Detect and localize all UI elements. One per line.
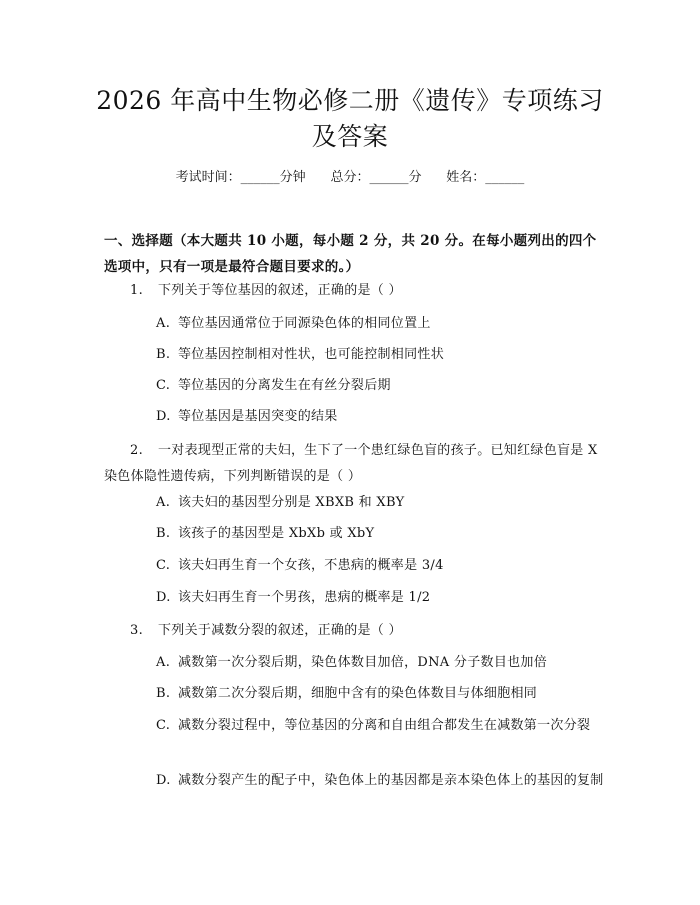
option-letter: C. <box>156 718 171 733</box>
option-letter: C. <box>156 378 171 393</box>
option-text: 减数分裂过程中，等位基因的分离和自由组合都发生在减数第一次分裂 <box>178 718 591 733</box>
option-3c <box>104 713 604 739</box>
option-text: 等位基因是基因突变的结果 <box>178 409 338 424</box>
option-1d <box>104 404 604 430</box>
option-text: 该夫妇再生育一个男孩，患病的概率是 1/2 <box>178 590 431 605</box>
option-text: 该孩子的基因型是 XbXb 或 XbY <box>178 526 375 541</box>
question-text: 一对表现型正常的夫妇，生下了一个患红绿色盲的孩子。已知红绿色盲是 X 染色体隐性遗传病，下列判断错误的是（ ） <box>104 443 598 484</box>
option-text: 等位基因通常位于同源染色体的相同位置上 <box>178 316 431 331</box>
option-2c <box>104 553 604 579</box>
total-score-field: 总分：______分 <box>330 170 422 185</box>
option-text: 减数分裂产生的配子中，染色体上的基因都是亲本染色体上的基因的复制 <box>178 773 604 788</box>
document-title-line-1: 2026 年高中生物必修二册《遗传》专项练习 <box>96 86 604 115</box>
option-3d <box>104 768 604 794</box>
option-letter: D. <box>156 409 171 424</box>
question-2 <box>104 438 604 490</box>
option-letter: C. <box>156 558 171 573</box>
question-text: 下列关于减数分裂的叙述，正确的是（ ） <box>158 623 402 638</box>
section-heading: 一、选择题（本大题共 10 小题，每小题 2 分，共 20 分。在每小题列出的四个选项中，只有一项是最符合题目要求的。） <box>104 233 597 275</box>
option-letter: A. <box>156 495 171 510</box>
document-title-line-2: 及答案 <box>311 122 389 151</box>
question-1 <box>104 278 604 304</box>
question-number: 3. <box>130 623 144 638</box>
option-letter: B. <box>156 347 171 362</box>
option-3a <box>104 650 604 676</box>
option-letter: B. <box>156 686 171 701</box>
option-1a <box>104 311 604 337</box>
question-3 <box>104 618 604 644</box>
option-letter: A. <box>156 316 171 331</box>
option-letter: D. <box>156 773 171 788</box>
exam-info-line <box>0 168 700 188</box>
option-2a <box>104 490 604 516</box>
option-letter: B. <box>156 526 171 541</box>
option-text: 该夫妇再生育一个女孩，不患病的概率是 3/4 <box>178 558 444 573</box>
option-2d <box>104 585 604 611</box>
option-text: 减数第二次分裂后期，细胞中含有的染色体数目与体细胞相同 <box>178 686 538 701</box>
question-text: 下列关于等位基因的叙述，正确的是（ ） <box>158 283 402 298</box>
student-name-field: 姓名：______ <box>446 170 525 185</box>
exam-time-field: 考试时间：______分钟 <box>175 170 306 185</box>
option-letter: A. <box>156 655 171 670</box>
option-3b <box>104 681 604 707</box>
question-number: 1. <box>130 283 144 298</box>
option-1b <box>104 342 604 368</box>
option-letter: D. <box>156 590 171 605</box>
option-1c <box>104 373 604 399</box>
option-text: 等位基因的分离发生在有丝分裂后期 <box>178 378 391 393</box>
option-2b <box>104 521 604 547</box>
option-text: 等位基因控制相对性状，也可能控制相同性状 <box>178 347 445 362</box>
option-text: 该夫妇的基因型分别是 XBXB 和 XBY <box>178 495 405 510</box>
option-text: 减数第一次分裂后期，染色体数目加倍，DNA 分子数目也加倍 <box>178 655 548 670</box>
question-number: 2. <box>130 443 144 458</box>
